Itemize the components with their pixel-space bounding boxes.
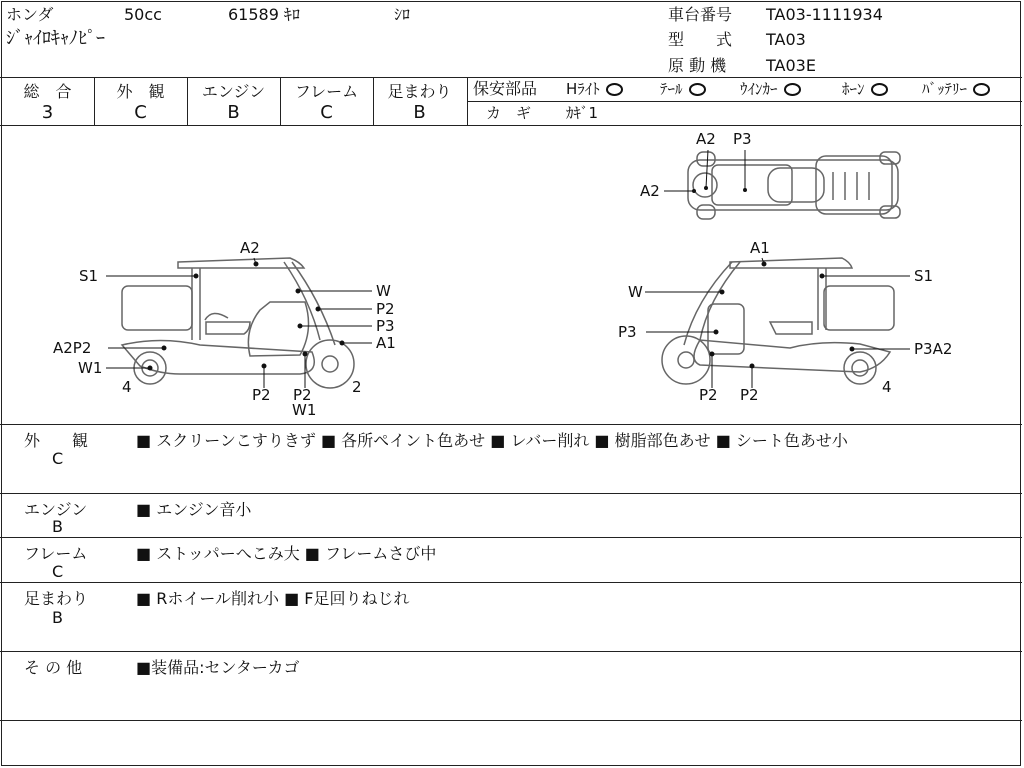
section-suspension-grade: B bbox=[52, 608, 63, 627]
section-exterior-text: ■ スクリーンこすりきず ■ 各所ペイント色あせ ■ レバー削れ ■ 樹脂部色あせ ■ シート色あせ小 bbox=[136, 431, 848, 450]
divider bbox=[0, 537, 1022, 538]
grade-frame-label: フレーム bbox=[294, 82, 359, 101]
type-value: TA03 bbox=[766, 30, 806, 49]
svg-text:P3: P3 bbox=[618, 323, 637, 341]
svg-text:P2: P2 bbox=[699, 386, 718, 404]
model-name: ｼﾞｬｲﾛｷｬﾉﾋﾟｰ bbox=[6, 28, 105, 49]
section-suspension-title: 足まわり bbox=[24, 589, 89, 608]
svg-text:P2: P2 bbox=[293, 386, 312, 404]
divider bbox=[467, 101, 1022, 102]
svg-text:P2: P2 bbox=[252, 386, 271, 404]
svg-text:A1: A1 bbox=[750, 239, 770, 257]
maker: ホンダ bbox=[6, 5, 54, 24]
grade-overall-value: 3 bbox=[41, 102, 54, 123]
safety-winker: ｳｲﾝｶｰ bbox=[740, 80, 801, 98]
section-engine-grade: B bbox=[52, 517, 63, 536]
svg-text:P2: P2 bbox=[376, 300, 395, 318]
grade-engine-value: B bbox=[227, 102, 240, 123]
left-view-labels bbox=[53, 239, 396, 419]
ok-circle-icon bbox=[606, 83, 623, 96]
key-label: カ ギ bbox=[486, 104, 532, 122]
svg-text:P2: P2 bbox=[740, 386, 759, 404]
section-engine-text: ■ エンジン音小 bbox=[136, 500, 252, 519]
section-frame-text: ■ ストッパーへこみ大 ■ フレームさび中 bbox=[136, 544, 437, 563]
divider bbox=[0, 424, 1022, 425]
safety-tail: ﾃｰﾙ bbox=[660, 80, 706, 98]
divider bbox=[467, 78, 468, 125]
svg-text:W: W bbox=[628, 283, 643, 301]
ok-circle-icon bbox=[871, 83, 888, 96]
engine-label: 原 動 機 bbox=[668, 56, 727, 75]
svg-text:W1: W1 bbox=[292, 401, 317, 419]
divider bbox=[0, 720, 1022, 721]
grade-suspension-label: 足まわり bbox=[387, 82, 452, 101]
ok-circle-icon bbox=[784, 83, 801, 96]
divider bbox=[0, 582, 1022, 583]
safety-headlight: Hﾗｲﾄ bbox=[566, 80, 623, 98]
grade-overall-label: 総 合 bbox=[23, 82, 72, 101]
grade-suspension-value: B bbox=[413, 102, 426, 123]
mileage: 61589 ｷﾛ bbox=[228, 5, 301, 24]
key-value: ｶｷﾞ1 bbox=[566, 104, 599, 122]
scooter-left-side-view bbox=[122, 258, 354, 388]
grade-exterior-label: 外 観 bbox=[116, 82, 165, 101]
svg-text:W1: W1 bbox=[78, 359, 103, 377]
chassis-label: 車台番号 bbox=[668, 5, 733, 24]
section-other-title: そ の 他 bbox=[24, 658, 83, 677]
svg-text:A2: A2 bbox=[240, 239, 260, 257]
divider bbox=[0, 651, 1022, 652]
engine-value: TA03E bbox=[766, 56, 816, 75]
section-suspension-text: ■ Rホイール削れ小 ■ F足回りねじれ bbox=[136, 589, 410, 608]
scooter-top-view bbox=[688, 152, 900, 219]
svg-text:P3: P3 bbox=[376, 317, 395, 335]
chassis-value: TA03-1111934 bbox=[766, 5, 883, 24]
callout-label: P3 bbox=[733, 130, 752, 148]
grade-exterior-value: C bbox=[134, 102, 147, 123]
svg-text:P3A2: P3A2 bbox=[914, 340, 953, 358]
section-frame-grade: C bbox=[52, 562, 64, 581]
color: ｼﾛ bbox=[394, 5, 411, 24]
safety-horn: ﾎｰﾝ bbox=[842, 80, 888, 98]
section-frame-title: フレーム bbox=[24, 544, 88, 563]
svg-text:4: 4 bbox=[882, 378, 892, 396]
svg-text:A1: A1 bbox=[376, 334, 396, 352]
mileage-unit: ｷﾛ bbox=[284, 5, 301, 24]
section-engine-title: エンジン bbox=[24, 500, 88, 519]
section-exterior-title: 外 観 bbox=[24, 431, 89, 450]
safety-label: 保安部品 bbox=[473, 79, 538, 98]
svg-text:2: 2 bbox=[352, 378, 362, 396]
section-other-text: ■装備品:センターカゴ bbox=[136, 658, 300, 677]
ok-circle-icon bbox=[973, 83, 990, 96]
section-exterior-grade: C bbox=[52, 449, 64, 468]
divider bbox=[0, 493, 1022, 494]
damage-diagram bbox=[0, 126, 1022, 426]
left-view-callouts bbox=[106, 258, 372, 388]
svg-text:4: 4 bbox=[122, 378, 132, 396]
grade-engine-label: エンジン bbox=[201, 82, 266, 101]
safety-battery: ﾊﾞｯﾃﾘｰ bbox=[922, 80, 990, 98]
callout-label: A2 bbox=[696, 130, 716, 148]
svg-text:S1: S1 bbox=[914, 267, 934, 285]
svg-text:A2P2: A2P2 bbox=[53, 339, 92, 357]
svg-text:S1: S1 bbox=[79, 267, 99, 285]
grade-frame-value: C bbox=[320, 102, 333, 123]
type-label: 型 式 bbox=[668, 30, 733, 49]
ok-circle-icon bbox=[689, 83, 706, 96]
callout-label: A2 bbox=[640, 182, 660, 200]
svg-text:W: W bbox=[376, 282, 391, 300]
displacement: 50cc bbox=[124, 5, 162, 24]
scooter-right-side-view bbox=[662, 258, 894, 384]
divider bbox=[0, 77, 1022, 78]
